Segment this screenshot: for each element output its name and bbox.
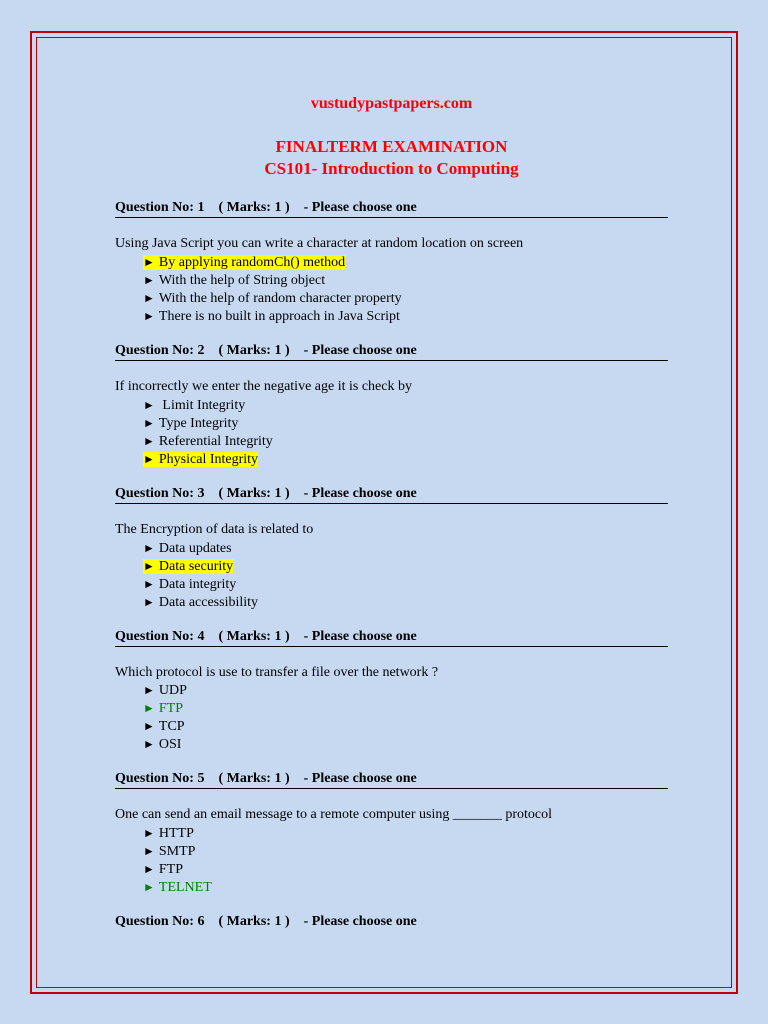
question-text-3: The Encryption of data is related to xyxy=(115,522,314,537)
question-number: Question No: 3 xyxy=(115,486,205,501)
option-label: HTTP xyxy=(158,826,194,841)
option-2-1[interactable] xyxy=(143,396,245,415)
option-2-2[interactable] xyxy=(143,414,238,433)
exam-title-block xyxy=(115,136,668,180)
question-text-1: Using Java Script you can write a character at random location on screen xyxy=(115,236,524,251)
question-number: Question No: 1 xyxy=(115,200,205,215)
question-number: Question No: 4 xyxy=(115,629,205,644)
question-instruction: - Please choose one xyxy=(303,914,417,929)
question-header-2 xyxy=(115,342,668,361)
arrow-right-icon: ► xyxy=(143,398,155,412)
arrow-right-icon: ► xyxy=(143,559,155,573)
option-2-3[interactable] xyxy=(143,432,273,451)
option-label: OSI xyxy=(158,737,182,752)
option-label: Type Integrity xyxy=(158,416,239,431)
arrow-right-icon: ► xyxy=(143,719,155,733)
question-text-4: Which protocol is use to transfer a file over the network ? xyxy=(115,665,439,680)
option-label: Limit Integrity xyxy=(158,398,246,413)
arrow-right-icon: ► xyxy=(143,595,155,609)
option-4-4[interactable] xyxy=(143,735,181,754)
question-header-6 xyxy=(115,913,668,931)
question-marks: ( Marks: 1 ) xyxy=(218,486,290,501)
arrow-right-icon: ► xyxy=(143,255,155,269)
option-5-1[interactable] xyxy=(143,824,194,843)
question-marks: ( Marks: 1 ) xyxy=(218,914,290,929)
arrow-right-icon: ► xyxy=(143,701,155,715)
question-marks: ( Marks: 1 ) xyxy=(218,343,290,358)
option-4-1[interactable] xyxy=(143,681,187,700)
option-3-1[interactable] xyxy=(143,539,232,558)
arrow-right-icon: ► xyxy=(143,844,155,858)
question-text-5: One can send an email message to a remote computer using _______ protocol xyxy=(115,807,552,822)
question-instruction: - Please choose one xyxy=(303,200,417,215)
option-1-1[interactable] xyxy=(143,253,345,272)
arrow-right-icon: ► xyxy=(143,452,155,466)
arrow-right-icon: ► xyxy=(143,862,155,876)
option-label: Physical Integrity xyxy=(158,452,259,467)
question-marks: ( Marks: 1 ) xyxy=(218,771,290,786)
option-3-2[interactable] xyxy=(143,557,233,576)
question-header-5 xyxy=(115,770,668,789)
option-5-4[interactable] xyxy=(143,878,212,897)
option-4-2[interactable] xyxy=(143,699,183,718)
question-header-1 xyxy=(115,199,668,218)
arrow-right-icon: ► xyxy=(143,541,155,555)
option-label: Referential Integrity xyxy=(158,434,273,449)
question-marks: ( Marks: 1 ) xyxy=(218,200,290,215)
option-4-3[interactable] xyxy=(143,717,185,736)
option-label: TELNET xyxy=(158,880,212,895)
option-label: TCP xyxy=(158,719,185,734)
option-1-2[interactable] xyxy=(143,271,325,290)
question-marks: ( Marks: 1 ) xyxy=(218,629,290,644)
arrow-right-icon: ► xyxy=(143,826,155,840)
question-instruction: - Please choose one xyxy=(303,486,417,501)
option-label: By applying randomCh() method xyxy=(158,255,346,270)
arrow-right-icon: ► xyxy=(143,880,155,894)
question-instruction: - Please choose one xyxy=(303,629,417,644)
arrow-right-icon: ► xyxy=(143,309,155,323)
question-text-2: If incorrectly we enter the negative age it is check by xyxy=(115,379,412,394)
option-label: Data security xyxy=(158,559,234,574)
question-number: Question No: 6 xyxy=(115,914,205,929)
option-2-4[interactable] xyxy=(143,450,258,469)
option-label: Data updates xyxy=(158,541,232,556)
option-1-3[interactable] xyxy=(143,289,402,308)
option-1-4[interactable] xyxy=(143,307,400,326)
option-label: With the help of random character property xyxy=(158,291,402,306)
exam-page xyxy=(30,31,738,994)
arrow-right-icon: ► xyxy=(143,683,155,697)
option-label: Data integrity xyxy=(158,577,237,592)
option-5-3[interactable] xyxy=(143,860,183,879)
arrow-right-icon: ► xyxy=(143,577,155,591)
question-header-3 xyxy=(115,485,668,504)
exam-title: FINALTERM EXAMINATION xyxy=(275,137,508,156)
option-label: There is no built in approach in Java Script xyxy=(158,309,400,324)
question-instruction: - Please choose one xyxy=(303,771,417,786)
arrow-right-icon: ► xyxy=(143,737,155,751)
option-5-2[interactable] xyxy=(143,842,195,861)
course-title: CS101- Introduction to Computing xyxy=(264,159,519,178)
option-label: FTP xyxy=(158,862,184,877)
option-label: UDP xyxy=(158,683,187,698)
question-number: Question No: 2 xyxy=(115,343,205,358)
option-label: FTP xyxy=(158,701,184,716)
arrow-right-icon: ► xyxy=(143,434,155,448)
option-label: With the help of String object xyxy=(158,273,326,288)
option-3-4[interactable] xyxy=(143,593,258,612)
question-instruction: - Please choose one xyxy=(303,343,417,358)
arrow-right-icon: ► xyxy=(143,291,155,305)
option-label: Data accessibility xyxy=(158,595,259,610)
question-header-4 xyxy=(115,628,668,647)
option-3-3[interactable] xyxy=(143,575,236,594)
arrow-right-icon: ► xyxy=(143,273,155,287)
question-number: Question No: 5 xyxy=(115,771,205,786)
site-name: vustudypastpapers.com xyxy=(310,95,473,112)
option-label: SMTP xyxy=(158,844,196,859)
arrow-right-icon: ► xyxy=(143,416,155,430)
